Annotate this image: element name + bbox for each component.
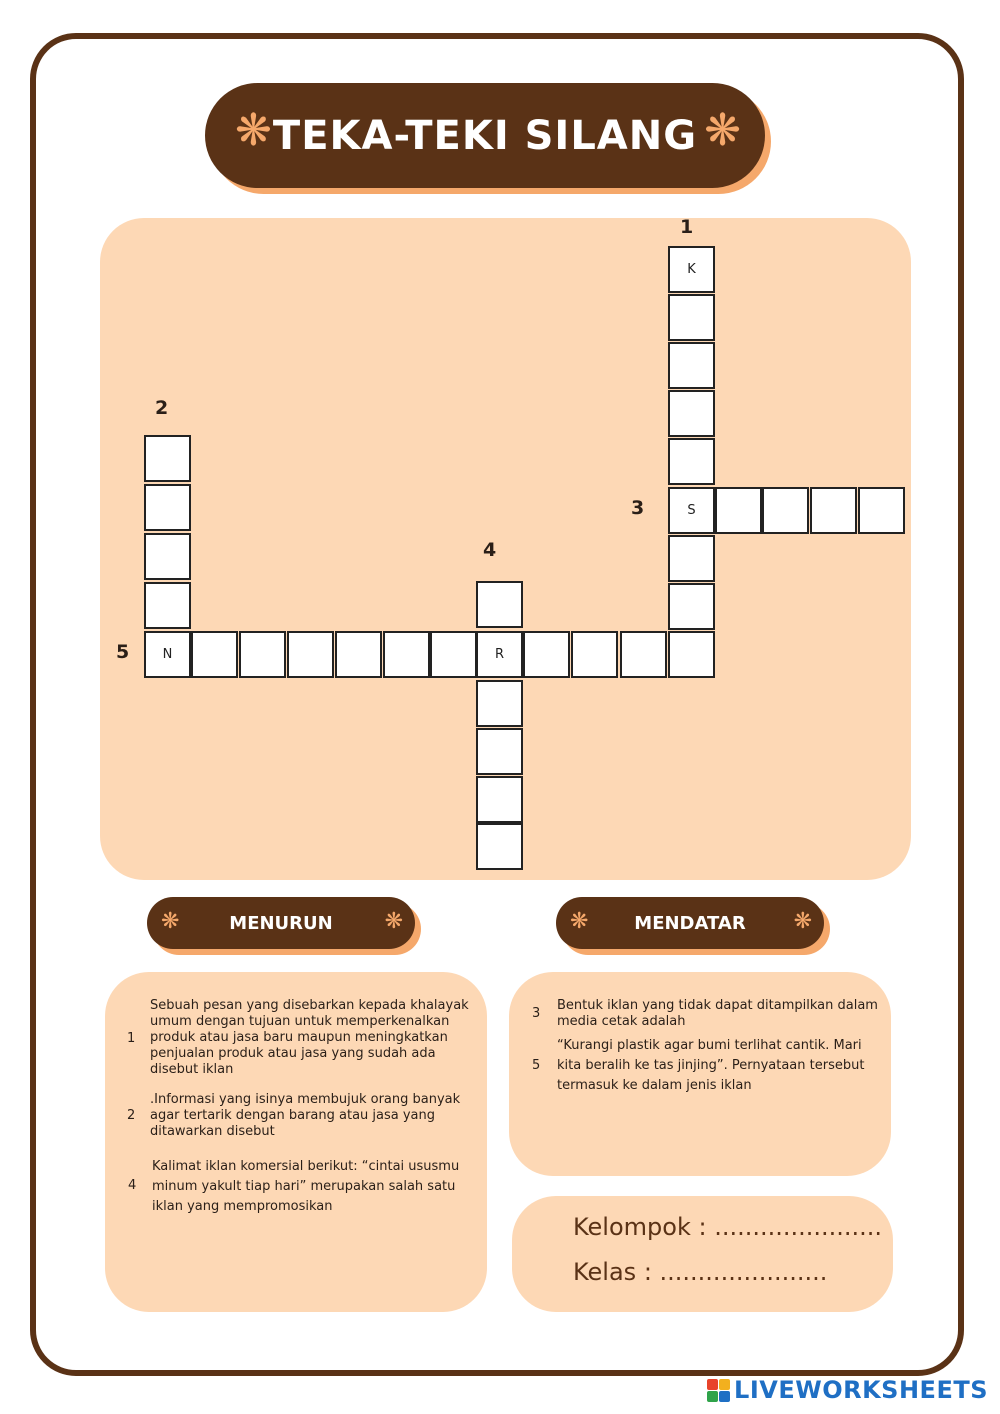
crossword-cell[interactable]: N (144, 631, 191, 678)
crossword-cell[interactable] (668, 438, 715, 485)
crossword-cell[interactable] (858, 487, 905, 534)
crossword-cell[interactable] (383, 631, 430, 678)
clue-text: Kalimat iklan komersial berikut: “cintai ususmu minum yakult tiap hari” merupakan salah satu iklan yang mempromosikan (152, 1159, 460, 1214)
flower-icon: ❋ (161, 909, 180, 934)
crossword-cell[interactable] (668, 631, 715, 678)
clue-text: Sebuah pesan yang disebarkan kepada khalayak umum dengan tujuan untuk memperkenalkan produk atau jasa baru maupun meningkatkan penjualan produk atau jasa yang sudah ada disebut iklan (150, 998, 469, 1077)
crossword-cell[interactable] (476, 680, 523, 727)
crossword-cell[interactable] (762, 487, 809, 534)
crossword-cell[interactable] (191, 631, 238, 678)
crossword-cell[interactable] (144, 484, 191, 531)
mendatar-title: MENDATAR (634, 912, 746, 934)
crossword-cell[interactable] (476, 776, 523, 823)
clue-number-2: 2 (155, 397, 169, 419)
flower-icon: ❋ (570, 909, 589, 934)
flower-icon: ❋ (793, 909, 812, 934)
liveworksheets-watermark (707, 1376, 988, 1404)
menurun-title: MENURUN (229, 912, 333, 934)
crossword-cell[interactable] (335, 631, 382, 678)
clue-number-4: 4 (483, 539, 497, 561)
flower-icon: ❋ (704, 105, 741, 156)
kelas-field[interactable]: Kelas : ...................... (573, 1258, 828, 1286)
liveworksheets-logo-icon (707, 1379, 730, 1402)
crossword-cell[interactable] (523, 631, 570, 678)
clue-text: .Informasi yang isinya membujuk orang banyak agar tertarik dengan barang atau jasa yang ditawarkan disebut (150, 1092, 461, 1139)
clue-number: 2 (127, 1108, 136, 1123)
clue-number: 5 (532, 1058, 541, 1073)
menurun-heading (147, 897, 415, 949)
crossword-cell[interactable] (476, 581, 523, 628)
crossword-cell[interactable] (668, 390, 715, 437)
crossword-cell[interactable] (430, 631, 477, 678)
crossword-cell[interactable] (144, 533, 191, 580)
crossword-cell[interactable]: S (668, 487, 715, 534)
crossword-cell[interactable] (476, 823, 523, 870)
crossword-cell[interactable] (144, 582, 191, 629)
crossword-cell[interactable] (620, 631, 667, 678)
crossword-cell[interactable] (287, 631, 334, 678)
crossword-cell[interactable] (668, 342, 715, 389)
crossword-cell[interactable] (668, 535, 715, 582)
mendatar-heading (556, 897, 824, 949)
crossword-cell[interactable] (668, 583, 715, 630)
title-banner (205, 83, 765, 188)
clue-number: 1 (127, 1031, 136, 1046)
crossword-cell[interactable]: K (668, 246, 715, 293)
crossword-cell[interactable]: R (476, 631, 523, 678)
page-title: TEKA-TEKI SILANG (272, 112, 698, 159)
clue-text: Bentuk iklan yang tidak dapat ditampilkan dalam media cetak adalah (557, 998, 878, 1029)
watermark-text: LIVEWORKSHEETS (734, 1376, 988, 1404)
clue-number: 3 (532, 1006, 541, 1021)
clue-number-1: 1 (680, 216, 694, 238)
crossword-cell[interactable] (144, 435, 191, 482)
crossword-cell[interactable] (571, 631, 618, 678)
crossword-cell[interactable] (810, 487, 857, 534)
crossword-cell[interactable] (239, 631, 286, 678)
clue-text: “Kurangi plastik agar bumi terlihat cantik. Mari kita beralih ke tas jinjing”. Pernyataan tersebut termasuk ke dalam jenis iklan (557, 1038, 865, 1093)
kelompok-field[interactable]: Kelompok : ...................... (573, 1213, 883, 1241)
crossword-cell[interactable] (668, 294, 715, 341)
crossword-cell[interactable] (476, 728, 523, 775)
flower-icon: ❋ (235, 105, 272, 156)
clue-number-5: 5 (116, 641, 130, 663)
flower-icon: ❋ (384, 909, 403, 934)
clue-number: 4 (128, 1178, 137, 1193)
clue-number-3: 3 (631, 497, 645, 519)
crossword-cell[interactable] (715, 487, 762, 534)
